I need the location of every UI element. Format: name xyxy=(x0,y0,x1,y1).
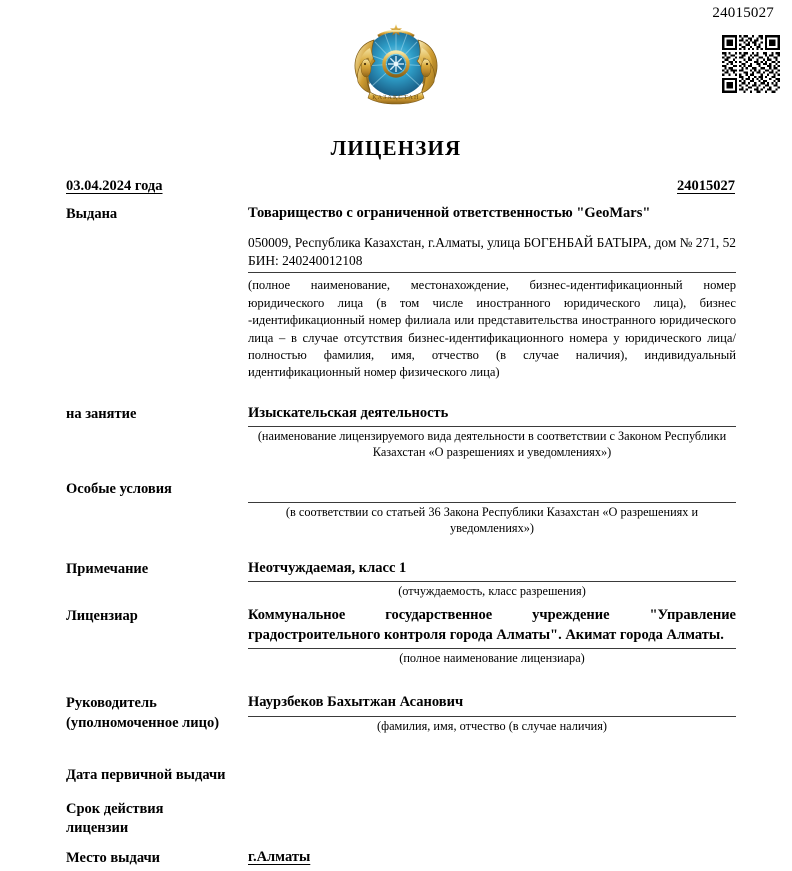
label-special-conditions: Особые условия xyxy=(66,481,172,498)
licensor-value: Коммунальное государственное учреждение "Управление градостроительного контроля города Алматы". Акимат города Алматы. xyxy=(248,607,736,643)
section-head xyxy=(66,693,736,735)
label-activity: на занятие xyxy=(66,405,137,422)
document-meta-row xyxy=(66,178,735,195)
section-special-conditions xyxy=(66,479,736,537)
divider-note xyxy=(248,581,736,582)
license-body xyxy=(66,204,736,868)
divider-special-conditions xyxy=(248,502,736,503)
kazakhstan-coat-of-arms-emblem xyxy=(344,18,448,114)
caption-special-conditions: (в соответствии со статьей 36 Закона Республики Казахстан «О разрешениях и уведомлениях») xyxy=(285,504,699,535)
organization-bin: БИН: 240240012108 xyxy=(248,252,363,268)
section-first-issue-date xyxy=(66,765,736,785)
section-validity xyxy=(66,799,736,838)
head-name: Наурзбеков Бахытжан Асанович xyxy=(248,694,464,711)
divider-activity xyxy=(248,426,736,427)
label-place-of-issue: Место выдачи xyxy=(66,850,161,867)
section-activity xyxy=(66,404,736,462)
label-note: Примечание xyxy=(66,560,149,577)
special-conditions-value xyxy=(248,479,736,499)
label-head-line2: (уполномоченное лицо) xyxy=(66,714,220,731)
section-place-of-issue xyxy=(66,848,736,868)
label-head xyxy=(66,693,248,732)
document-number: 24015027 xyxy=(677,178,735,194)
page-title: ЛИЦЕНЗИЯ xyxy=(330,136,462,160)
issue-date: 03.04.2024 года xyxy=(66,178,163,194)
section-note xyxy=(66,559,736,601)
divider-issued-to xyxy=(248,272,736,273)
section-issued-to xyxy=(66,204,736,382)
section-licensor xyxy=(66,606,736,667)
label-first-issue-date: Дата первичной выдачи xyxy=(66,766,226,783)
label-issued-to: Выдана xyxy=(66,206,118,222)
label-head-line1: Руководитель xyxy=(66,695,157,712)
label-validity xyxy=(66,799,248,838)
organization-address: 050009, Республика Казахстан, г.Алматы, улица БОГЕНБАЙ БАТЫРА, дом № 271, 52 xyxy=(248,234,736,250)
divider-licensor xyxy=(248,648,736,649)
activity-value: Изыскательская деятельность xyxy=(248,404,449,421)
place-of-issue-value: г.Алматы xyxy=(248,849,311,866)
hint-issued-to: (полное наименование, местонахождение, бизнес-идентификационный номер юридического лица (в том числе иностранного юридического лица), бизнес -идентификационный номер филиала или представительства иностранного юридического лица – в случае отсутствия бизнес-идентификационного номера у юридического лица/полностью фамилия, имя, отчество (в случае наличия), индивидуальный идентификационный номер физического лица) xyxy=(248,278,736,380)
label-validity-line1: Срок действия xyxy=(66,801,164,818)
first-issue-date-value xyxy=(296,765,736,785)
label-licensor: Лицензиар xyxy=(66,608,138,625)
divider-head xyxy=(248,716,736,717)
caption-head: (фамилия, имя, отчество (в случае наличия) xyxy=(377,719,607,733)
caption-licensor: (полное наименование лицензиара) xyxy=(399,651,585,666)
validity-value xyxy=(248,799,736,819)
organization-name: Товарищество с ограниченной ответственностью "GeoMars" xyxy=(248,205,651,221)
document-number-top-right: 24015027 xyxy=(712,5,774,21)
qr-code xyxy=(720,33,782,95)
label-validity-line2: лицензии xyxy=(66,820,129,837)
caption-note: (отчуждаемость, класс разрешения) xyxy=(398,584,586,599)
note-value: Неотчуждаемая, класс 1 xyxy=(248,559,407,576)
caption-activity: (наименование лицензируемого вида деятельности в соответствии с Законом Республики Казахстан «О разрешениях и уведомлениях») xyxy=(257,429,727,460)
svg-text:ҚАЗАҚСТАН: ҚАЗАҚСТАН xyxy=(372,94,420,101)
